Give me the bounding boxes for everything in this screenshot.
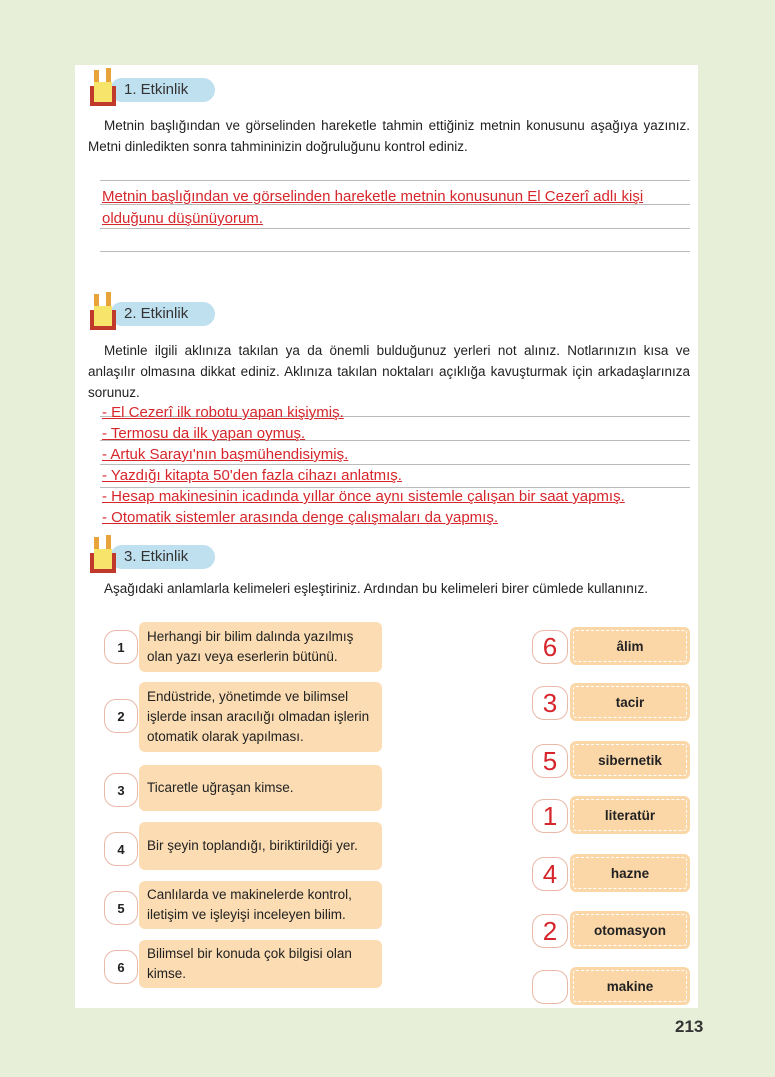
definition: Canlılarda ve makinelerde kontrol, iletişim ve işleyişi inceleyen bilim. <box>139 881 382 929</box>
word-card: âlim <box>570 627 690 665</box>
word-card: sibernetik <box>570 741 690 779</box>
definition: Endüstride, yönetimde ve bilimsel işlerde insan aracılığı olmadan işlerin otomatik olarak yapılması. <box>139 682 382 752</box>
word-card: hazne <box>570 854 690 892</box>
note: - Artuk Sarayı'nın başmühendisiymiş. <box>102 446 349 463</box>
activity-3-badge <box>88 535 218 575</box>
answer-box[interactable] <box>532 970 568 1004</box>
note: - El Cezerî ilk robotu yapan kişiymiş. <box>102 404 344 421</box>
instruction: Metnin başlığından ve görselinden hareketle tahmin ettiğiniz metnin konusunu aşağıya yazınız. Metni dinledikten sonra tahmininizin doğruluğunu kontrol ediniz. <box>88 118 690 154</box>
answer-box[interactable]: 3 <box>532 686 568 720</box>
definition: Ticaretle uğraşan kimse. <box>139 765 382 811</box>
instruction: Aşağıdaki anlamlarla kelimeleri eşleştiriniz. Ardından bu kelimeleri birer cümlede kullanınız. <box>104 581 648 596</box>
activity-title: 2. Etkinlik <box>124 305 189 322</box>
definition-number: 2 <box>104 699 138 733</box>
pencil-cup-icon <box>88 292 120 332</box>
activity-title: 3. Etkinlik <box>124 548 189 565</box>
word-card: otomasyon <box>570 911 690 949</box>
definition-number: 3 <box>104 773 138 807</box>
word-card: literatür <box>570 796 690 834</box>
instruction: Metinle ilgili aklınıza takılan ya da önemli bulduğunuz yerleri not alınız. Notlarınızın kısa ve anlaşılır olmasına dikkat ediniz. Aklınıza takılan noktaları açıklığa kavuşturmak için arkadaşlarınıza sorunuz. <box>88 343 690 400</box>
definition: Herhangi bir bilim dalında yazılmış olan yazı veya eserlerin bütünü. <box>139 622 382 672</box>
note: - Otomatik sistemler arasında denge çalışmaları da yapmış. <box>102 509 498 526</box>
answer-box[interactable]: 2 <box>532 914 568 948</box>
page-number: 213 <box>675 1017 704 1036</box>
pencil-cup-icon <box>88 68 120 108</box>
definition-number: 5 <box>104 891 138 925</box>
activity-2-badge <box>88 292 218 332</box>
answer-box[interactable]: 6 <box>532 630 568 664</box>
answer-box[interactable]: 1 <box>532 799 568 833</box>
answer-box[interactable]: 4 <box>532 857 568 891</box>
definition-number: 4 <box>104 832 138 866</box>
definition-number: 6 <box>104 950 138 984</box>
activity-title: 1. Etkinlik <box>124 81 189 98</box>
answer-text: Metnin başlığından ve görselinden hareketle metnin konusunun El Cezerî adlı kişi olduğunu düşünüyorum. <box>102 188 644 227</box>
note: - Hesap makinesinin icadında yıllar önce aynı sistemle çalışan bir saat yapmış. <box>102 488 625 505</box>
activity-1-badge <box>88 68 218 108</box>
definition: Bir şeyin toplandığı, biriktirildiği yer. <box>139 822 382 870</box>
word-card: makine <box>570 967 690 1005</box>
note: - Termosu da ilk yapan oymuş. <box>102 425 306 442</box>
word-card: tacir <box>570 683 690 721</box>
pencil-cup-icon <box>88 535 120 575</box>
definition-number: 1 <box>104 630 138 664</box>
answer-box[interactable]: 5 <box>532 744 568 778</box>
note: - Yazdığı kitapta 50'den fazla cihazı anlatmış. <box>102 467 402 484</box>
definition: Bilimsel bir konuda çok bilgisi olan kimse. <box>139 940 382 988</box>
